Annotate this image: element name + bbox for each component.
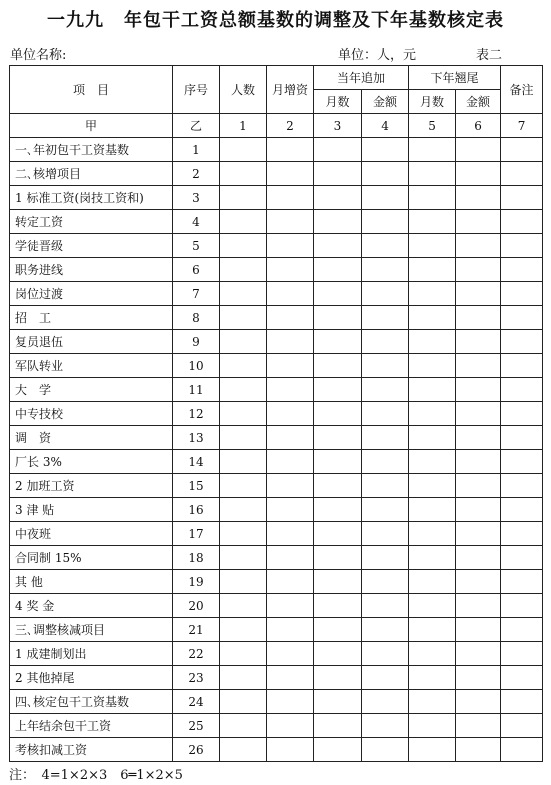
empty-cell — [314, 258, 362, 282]
empty-cell — [362, 354, 409, 378]
empty-cell — [267, 402, 314, 426]
empty-cell — [220, 210, 267, 234]
row-seq: 15 — [173, 474, 220, 498]
empty-cell — [267, 258, 314, 282]
empty-cell — [314, 378, 362, 402]
empty-cell — [362, 402, 409, 426]
empty-cell — [267, 546, 314, 570]
empty-cell — [409, 378, 456, 402]
row-seq: 24 — [173, 690, 220, 714]
empty-cell — [362, 690, 409, 714]
empty-cell — [267, 714, 314, 738]
row-item-label: 军队转业 — [10, 354, 173, 378]
row-seq: 4 — [173, 210, 220, 234]
empty-cell — [501, 186, 543, 210]
header-amount: 金额 — [362, 90, 409, 114]
empty-cell — [456, 522, 501, 546]
empty-cell — [220, 282, 267, 306]
empty-cell — [220, 162, 267, 186]
empty-cell — [456, 714, 501, 738]
empty-cell — [220, 594, 267, 618]
table-row — [10, 714, 543, 738]
empty-cell — [456, 378, 501, 402]
empty-cell — [456, 354, 501, 378]
empty-cell — [409, 570, 456, 594]
empty-cell — [220, 258, 267, 282]
empty-cell — [501, 234, 543, 258]
row-item-label: 中夜班 — [10, 522, 173, 546]
empty-cell — [362, 714, 409, 738]
row-seq: 1 — [173, 138, 220, 162]
empty-cell — [220, 474, 267, 498]
empty-cell — [267, 498, 314, 522]
empty-cell — [501, 378, 543, 402]
row-seq: 5 — [173, 234, 220, 258]
empty-cell — [314, 714, 362, 738]
empty-cell — [314, 546, 362, 570]
empty-cell — [314, 666, 362, 690]
table-row — [10, 738, 543, 762]
index-cell: 3 — [314, 114, 362, 138]
empty-cell — [409, 282, 456, 306]
empty-cell — [362, 570, 409, 594]
row-item-label: 职务进线 — [10, 258, 173, 282]
row-item-label: 1 成建制划出 — [10, 642, 173, 666]
table-row — [10, 522, 543, 546]
empty-cell — [362, 210, 409, 234]
empty-cell — [220, 522, 267, 546]
empty-cell — [456, 282, 501, 306]
empty-cell — [362, 618, 409, 642]
row-seq: 16 — [173, 498, 220, 522]
empty-cell — [220, 426, 267, 450]
table-row — [10, 138, 543, 162]
empty-cell — [267, 282, 314, 306]
table-row — [10, 426, 543, 450]
empty-cell — [362, 282, 409, 306]
row-seq: 8 — [173, 306, 220, 330]
empty-cell — [362, 738, 409, 762]
empty-cell — [456, 666, 501, 690]
row-item-label: 学徒晋级 — [10, 234, 173, 258]
row-item-label: 2 其他掉尾 — [10, 666, 173, 690]
row-seq: 21 — [173, 618, 220, 642]
empty-cell — [267, 210, 314, 234]
table-row — [10, 498, 543, 522]
empty-cell — [314, 186, 362, 210]
empty-cell — [267, 378, 314, 402]
empty-cell — [501, 666, 543, 690]
table-row — [10, 570, 543, 594]
row-item-label: 一､年初包干工资基数 — [10, 138, 173, 162]
empty-cell — [362, 474, 409, 498]
table-row — [10, 642, 543, 666]
empty-cell — [314, 354, 362, 378]
empty-cell — [456, 402, 501, 426]
empty-cell — [409, 450, 456, 474]
footnote: 注： 4=1×2×3 6═1×2×5 — [9, 768, 183, 783]
row-seq: 9 — [173, 330, 220, 354]
empty-cell — [220, 378, 267, 402]
empty-cell — [220, 666, 267, 690]
empty-cell — [314, 330, 362, 354]
empty-cell — [267, 234, 314, 258]
empty-cell — [267, 738, 314, 762]
empty-cell — [409, 306, 456, 330]
row-item-label: 招 工 — [10, 306, 173, 330]
index-cell: 7 — [501, 114, 543, 138]
empty-cell — [314, 138, 362, 162]
table-row — [10, 450, 543, 474]
empty-cell — [456, 618, 501, 642]
empty-cell — [501, 426, 543, 450]
empty-cell — [409, 738, 456, 762]
row-item-label: 上年结余包干工资 — [10, 714, 173, 738]
empty-cell — [362, 546, 409, 570]
table-row — [10, 234, 543, 258]
header-people: 人数 — [220, 66, 267, 114]
empty-cell — [314, 642, 362, 666]
empty-cell — [501, 138, 543, 162]
empty-cell — [362, 378, 409, 402]
empty-cell — [314, 282, 362, 306]
empty-cell — [362, 450, 409, 474]
empty-cell — [501, 282, 543, 306]
row-item-label: 4 奖 金 — [10, 594, 173, 618]
empty-cell — [362, 162, 409, 186]
empty-cell — [501, 210, 543, 234]
row-item-label: 厂长 3% — [10, 450, 173, 474]
empty-cell — [456, 498, 501, 522]
empty-cell — [409, 426, 456, 450]
empty-cell — [362, 186, 409, 210]
row-seq: 6 — [173, 258, 220, 282]
empty-cell — [409, 186, 456, 210]
table-row — [10, 306, 543, 330]
empty-cell — [267, 642, 314, 666]
empty-cell — [456, 426, 501, 450]
empty-cell — [409, 162, 456, 186]
header-months: 月数 — [409, 90, 456, 114]
empty-cell — [362, 594, 409, 618]
header-next-carry: 下年翘尾 — [409, 66, 501, 90]
empty-cell — [409, 210, 456, 234]
empty-cell — [456, 258, 501, 282]
row-item-label: 二､核增项目 — [10, 162, 173, 186]
empty-cell — [220, 642, 267, 666]
empty-cell — [267, 474, 314, 498]
unit-name-label: 单位名称: — [10, 48, 67, 63]
row-item-label: 中专技校 — [10, 402, 173, 426]
row-seq: 26 — [173, 738, 220, 762]
empty-cell — [314, 426, 362, 450]
empty-cell — [501, 354, 543, 378]
table-row — [10, 330, 543, 354]
page-title — [0, 6, 551, 32]
row-seq: 13 — [173, 426, 220, 450]
table-row — [10, 690, 543, 714]
index-cell: 1 — [220, 114, 267, 138]
empty-cell — [456, 570, 501, 594]
empty-cell — [314, 450, 362, 474]
empty-cell — [501, 642, 543, 666]
title-year: 一九九 — [47, 10, 104, 31]
empty-cell — [362, 642, 409, 666]
empty-cell — [501, 690, 543, 714]
header-seq: 序号 — [173, 66, 220, 114]
row-item-label: 岗位过渡 — [10, 282, 173, 306]
row-item-label: 转定工资 — [10, 210, 173, 234]
table-row — [10, 474, 543, 498]
empty-cell — [456, 738, 501, 762]
empty-cell — [409, 234, 456, 258]
empty-cell — [362, 498, 409, 522]
empty-cell — [501, 498, 543, 522]
empty-cell — [456, 450, 501, 474]
header-current-add: 当年追加 — [314, 66, 409, 90]
empty-cell — [314, 618, 362, 642]
empty-cell — [220, 690, 267, 714]
empty-cell — [362, 306, 409, 330]
empty-cell — [267, 450, 314, 474]
unit-label: 单位：人，元 — [338, 48, 417, 63]
index-cell: 乙 — [173, 114, 220, 138]
empty-cell — [362, 234, 409, 258]
empty-cell — [267, 186, 314, 210]
header-months: 月数 — [314, 90, 362, 114]
empty-cell — [314, 594, 362, 618]
empty-cell — [456, 306, 501, 330]
empty-cell — [362, 258, 409, 282]
empty-cell — [314, 402, 362, 426]
empty-cell — [501, 258, 543, 282]
empty-cell — [314, 474, 362, 498]
row-seq: 14 — [173, 450, 220, 474]
empty-cell — [501, 306, 543, 330]
empty-cell — [409, 354, 456, 378]
table-row — [10, 666, 543, 690]
empty-cell — [456, 162, 501, 186]
empty-cell — [501, 738, 543, 762]
empty-cell — [314, 210, 362, 234]
empty-cell — [314, 738, 362, 762]
row-item-label: 三､调整核减项目 — [10, 618, 173, 642]
table-row — [10, 378, 543, 402]
empty-cell — [220, 570, 267, 594]
empty-cell — [409, 522, 456, 546]
empty-cell — [314, 306, 362, 330]
empty-cell — [501, 402, 543, 426]
empty-cell — [362, 330, 409, 354]
empty-cell — [220, 498, 267, 522]
table-row — [10, 210, 543, 234]
empty-cell — [409, 618, 456, 642]
empty-cell — [267, 138, 314, 162]
row-item-label: 复员退伍 — [10, 330, 173, 354]
table-row — [10, 618, 543, 642]
row-seq: 3 — [173, 186, 220, 210]
empty-cell — [267, 162, 314, 186]
empty-cell — [409, 642, 456, 666]
empty-cell — [409, 330, 456, 354]
table-row — [10, 282, 543, 306]
title-main: 年包干工资总额基数的调整及下年基数核定表 — [124, 10, 504, 31]
empty-cell — [409, 690, 456, 714]
empty-cell — [362, 426, 409, 450]
empty-cell — [409, 138, 456, 162]
table-row — [10, 594, 543, 618]
empty-cell — [220, 306, 267, 330]
empty-cell — [501, 162, 543, 186]
empty-cell — [314, 690, 362, 714]
empty-cell — [220, 234, 267, 258]
header-monthly-increase: 月增资 — [267, 66, 314, 114]
empty-cell — [456, 474, 501, 498]
empty-cell — [267, 306, 314, 330]
row-seq: 18 — [173, 546, 220, 570]
empty-cell — [314, 162, 362, 186]
row-seq: 12 — [173, 402, 220, 426]
table-row — [10, 162, 543, 186]
empty-cell — [220, 186, 267, 210]
empty-cell — [362, 666, 409, 690]
empty-cell — [267, 594, 314, 618]
header-item: 项 目 — [10, 66, 173, 114]
empty-cell — [314, 522, 362, 546]
empty-cell — [409, 594, 456, 618]
index-cell: 5 — [409, 114, 456, 138]
empty-cell — [220, 738, 267, 762]
row-seq: 19 — [173, 570, 220, 594]
empty-cell — [456, 594, 501, 618]
row-seq: 11 — [173, 378, 220, 402]
empty-cell — [220, 714, 267, 738]
empty-cell — [267, 426, 314, 450]
empty-cell — [267, 570, 314, 594]
row-item-label: 大 学 — [10, 378, 173, 402]
row-item-label: 1 标准工资(岗技工资和) — [10, 186, 173, 210]
empty-cell — [314, 570, 362, 594]
empty-cell — [501, 714, 543, 738]
table-row — [10, 186, 543, 210]
empty-cell — [456, 138, 501, 162]
empty-cell — [267, 618, 314, 642]
empty-cell — [220, 138, 267, 162]
empty-cell — [409, 498, 456, 522]
table-row — [10, 354, 543, 378]
row-seq: 20 — [173, 594, 220, 618]
empty-cell — [409, 714, 456, 738]
row-item-label: 考核扣减工资 — [10, 738, 173, 762]
index-row — [10, 114, 543, 138]
empty-cell — [501, 330, 543, 354]
empty-cell — [501, 618, 543, 642]
empty-cell — [501, 522, 543, 546]
empty-cell — [409, 666, 456, 690]
empty-cell — [501, 474, 543, 498]
empty-cell — [456, 234, 501, 258]
wage-adjustment-table — [9, 65, 543, 762]
header-remark: 备注 — [501, 66, 543, 114]
empty-cell — [456, 546, 501, 570]
empty-cell — [267, 330, 314, 354]
empty-cell — [501, 570, 543, 594]
row-item-label: 调 资 — [10, 426, 173, 450]
empty-cell — [220, 618, 267, 642]
row-seq: 17 — [173, 522, 220, 546]
table-number: 表二 — [476, 48, 503, 63]
row-item-label: 其 他 — [10, 570, 173, 594]
table-row — [10, 546, 543, 570]
empty-cell — [220, 450, 267, 474]
row-item-label: 合同制 15% — [10, 546, 173, 570]
empty-cell — [456, 186, 501, 210]
empty-cell — [362, 522, 409, 546]
empty-cell — [220, 402, 267, 426]
empty-cell — [314, 498, 362, 522]
empty-cell — [314, 234, 362, 258]
header-amount: 金额 — [456, 90, 501, 114]
index-cell: 2 — [267, 114, 314, 138]
empty-cell — [220, 330, 267, 354]
empty-cell — [267, 354, 314, 378]
empty-cell — [267, 666, 314, 690]
row-item-label: 2 加班工资 — [10, 474, 173, 498]
table-row — [10, 402, 543, 426]
row-seq: 2 — [173, 162, 220, 186]
index-cell: 4 — [362, 114, 409, 138]
row-item-label: 3 津 贴 — [10, 498, 173, 522]
empty-cell — [220, 546, 267, 570]
empty-cell — [501, 546, 543, 570]
index-cell: 6 — [456, 114, 501, 138]
empty-cell — [409, 402, 456, 426]
empty-cell — [501, 594, 543, 618]
row-item-label: 四､核定包干工资基数 — [10, 690, 173, 714]
empty-cell — [267, 522, 314, 546]
row-seq: 7 — [173, 282, 220, 306]
empty-cell — [456, 690, 501, 714]
empty-cell — [501, 450, 543, 474]
row-seq: 25 — [173, 714, 220, 738]
empty-cell — [267, 690, 314, 714]
empty-cell — [409, 546, 456, 570]
empty-cell — [362, 138, 409, 162]
table-row — [10, 258, 543, 282]
empty-cell — [456, 330, 501, 354]
index-cell: 甲 — [10, 114, 173, 138]
empty-cell — [456, 210, 501, 234]
empty-cell — [409, 258, 456, 282]
empty-cell — [220, 354, 267, 378]
empty-cell — [456, 642, 501, 666]
empty-cell — [409, 474, 456, 498]
row-seq: 23 — [173, 666, 220, 690]
row-seq: 10 — [173, 354, 220, 378]
row-seq: 22 — [173, 642, 220, 666]
